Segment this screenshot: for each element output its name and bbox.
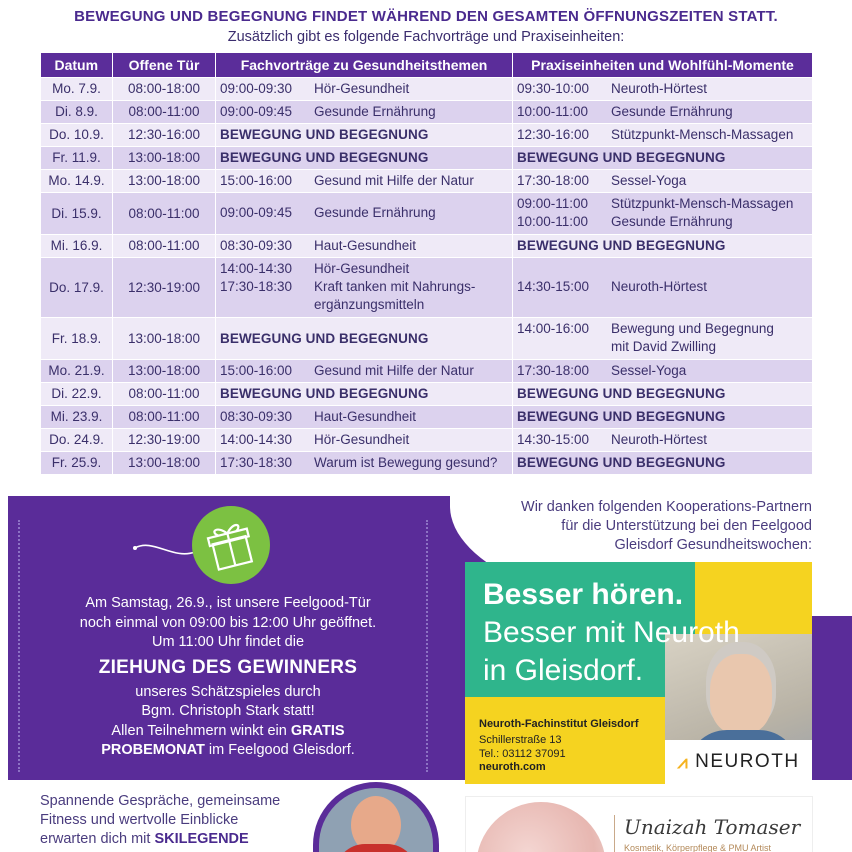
talks-entry — [220, 278, 508, 296]
cell-talks — [216, 405, 513, 428]
table-header-row — [41, 53, 813, 77]
promo-line-4: unseres Schätzspieles durch — [135, 683, 321, 700]
cell-talks — [216, 169, 513, 192]
talks-time: 17:30-18:30 — [220, 279, 293, 294]
table-row — [41, 451, 813, 474]
talks-title: Hör-Gesundheit — [314, 431, 410, 447]
practice-title: mit David Zwilling — [611, 339, 717, 354]
table-row — [41, 428, 813, 451]
practice-title: Neuroth-Hörtest — [611, 80, 708, 96]
practice-title: Gesunde Ernährung — [611, 103, 733, 119]
practice-entry — [517, 362, 808, 380]
table-row — [41, 192, 813, 234]
ad-headline-1: Besser hören. — [483, 578, 684, 611]
table-row — [41, 146, 813, 169]
talks-title: ergänzungsmitteln — [314, 297, 425, 312]
talks-title: Kraft tanken mit Nahrungs- — [314, 279, 476, 294]
talks-entry — [220, 431, 508, 449]
tomaser-divider — [614, 815, 615, 852]
schedule-table — [40, 53, 813, 475]
tomaser-ad[interactable] — [466, 797, 812, 852]
cell-open-hours: 13:00-18:00 — [113, 451, 216, 474]
talks-time: 09:00-09:30 — [220, 80, 293, 96]
practice-entry — [517, 103, 808, 121]
cell-practice: BEWEGUNG UND BEGEGNUNG — [513, 146, 813, 169]
cell-talks: BEWEGUNG UND BEGEGNUNG — [216, 123, 513, 146]
practice-entry — [517, 126, 808, 144]
skilegende-line-3 — [40, 830, 280, 849]
talks-entry — [220, 103, 508, 121]
promo-line-2: noch einmal von 09:00 bis 12:00 Uhr geöffnet. — [79, 614, 377, 631]
cell-practice — [513, 257, 813, 317]
talks-entry — [220, 204, 508, 222]
practice-entry — [517, 195, 808, 213]
cell-practice — [513, 192, 813, 234]
practice-time: 09:00-11:00 — [517, 196, 589, 211]
cell-practice — [513, 317, 813, 359]
cell-date: Mo. 21.9. — [41, 359, 113, 382]
talks-title: Warum ist Bewegung gesund? — [314, 454, 498, 470]
cell-talks: BEWEGUNG UND BEGEGNUNG — [216, 382, 513, 405]
talks-entry — [220, 408, 508, 426]
promo-line-1: Am Samstag, 26.9., ist unsere Feelgood-Tür — [85, 595, 371, 611]
cell-practice — [513, 428, 813, 451]
cell-talks — [216, 192, 513, 234]
cell-talks — [216, 451, 513, 474]
cell-open-hours: 13:00-18:00 — [113, 359, 216, 382]
column-header-date: Datum — [41, 53, 113, 77]
cell-practice — [513, 359, 813, 382]
cell-date: Fr. 18.9. — [41, 317, 113, 359]
cell-practice — [513, 123, 813, 146]
partner-thanks — [432, 498, 812, 555]
talks-entry — [220, 296, 508, 314]
cell-date: Mo. 14.9. — [41, 169, 113, 192]
cell-date: Do. 10.9. — [41, 123, 113, 146]
skilegende-text — [40, 792, 280, 849]
cell-open-hours: 08:00-18:00 — [113, 77, 216, 100]
practice-time: 09:30-10:00 — [517, 80, 590, 96]
ad-website-link[interactable]: neuroth.com — [479, 761, 546, 773]
neuroth-logo-text: NEUROTH — [695, 751, 800, 772]
table-row — [41, 123, 813, 146]
cell-practice: BEWEGUNG UND BEGEGNUNG — [513, 382, 813, 405]
table-row — [41, 100, 813, 123]
cell-open-hours: 08:00-11:00 — [113, 192, 216, 234]
talks-title: Gesunde Ernährung — [314, 103, 436, 119]
promo-line-7 — [30, 741, 426, 761]
cell-practice: BEWEGUNG UND BEGEGNUNG — [513, 405, 813, 428]
practice-time: 14:00-16:00 — [517, 321, 590, 336]
talks-title: Gesunde Ernährung — [314, 205, 436, 220]
talks-entry — [220, 172, 508, 190]
table-body — [41, 77, 813, 474]
talks-entry — [220, 454, 508, 472]
skilegende-line-1: Spannende Gespräche, gemeinsame — [40, 793, 281, 809]
thanks-line-3: Gleisdorf Gesundheitswochen: — [614, 537, 812, 553]
cell-open-hours: 08:00-11:00 — [113, 100, 216, 123]
cell-practice — [513, 100, 813, 123]
practice-title: Gesunde Ernährung — [611, 214, 733, 229]
cell-open-hours: 12:30-19:00 — [113, 428, 216, 451]
cell-talks — [216, 77, 513, 100]
talks-time: 17:30-18:30 — [220, 454, 293, 470]
cell-date: Mi. 16.9. — [41, 234, 113, 257]
promo-line-6 — [30, 722, 426, 742]
cell-open-hours: 08:00-11:00 — [113, 234, 216, 257]
cell-date: Mo. 7.9. — [41, 77, 113, 100]
cell-date: Di. 15.9. — [41, 192, 113, 234]
practice-time: 14:30-15:00 — [517, 431, 590, 447]
cell-date: Do. 24.9. — [41, 428, 113, 451]
talks-time: 15:00-16:00 — [220, 362, 293, 378]
practice-entry — [517, 172, 808, 190]
talks-time: 14:00-14:30 — [220, 431, 293, 447]
ad-person-face — [710, 654, 772, 734]
cell-open-hours: 12:30-16:00 — [113, 123, 216, 146]
tomaser-logo-circle — [476, 802, 606, 852]
table-row — [41, 169, 813, 192]
talks-title: Hör-Gesundheit — [314, 261, 410, 276]
thanks-line-2: für die Unterstützung bei den Feelgood — [561, 518, 812, 534]
cell-talks — [216, 257, 513, 317]
practice-title: Sessel-Yoga — [611, 362, 687, 378]
cell-open-hours: 13:00-18:00 — [113, 169, 216, 192]
table-row — [41, 382, 813, 405]
cell-talks — [216, 234, 513, 257]
cell-talks — [216, 428, 513, 451]
neuroth-ad[interactable] — [465, 562, 812, 784]
table-row — [41, 234, 813, 257]
cell-open-hours: 08:00-11:00 — [113, 382, 216, 405]
talks-entry — [220, 237, 508, 255]
promo-text — [30, 594, 426, 761]
promo-line-3: Um 11:00 Uhr findet die — [151, 634, 305, 650]
talks-title: Gesund mit Hilfe der Natur — [314, 172, 474, 188]
promo-line-5: Bgm. Christoph Stark statt! — [141, 703, 315, 719]
cell-date: Di. 22.9. — [41, 382, 113, 405]
ad-street: Schillerstraße 13 — [479, 734, 562, 746]
ad-institute: Neuroth-Fachinstitut Gleisdorf — [479, 718, 639, 730]
table-row — [41, 359, 813, 382]
practice-time: 12:30-16:00 — [517, 126, 590, 142]
cell-date: Mi. 23.9. — [41, 405, 113, 428]
practice-entry — [517, 338, 808, 356]
talks-title: Hör-Gesundheit — [314, 80, 410, 96]
thanks-line-1: Wir danken folgenden Kooperations-Partnern — [521, 499, 812, 515]
cell-talks — [216, 100, 513, 123]
talks-entry — [220, 260, 508, 278]
cell-date: Di. 8.9. — [41, 100, 113, 123]
talks-time: 09:00-09:45 — [220, 205, 293, 220]
cell-practice — [513, 77, 813, 100]
talks-title: Gesund mit Hilfe der Natur — [314, 362, 474, 378]
practice-time: 14:30-15:00 — [517, 279, 590, 294]
table-row — [41, 317, 813, 359]
page-subtitle: Zusätzlich gibt es folgende Fachvorträge und Praxiseinheiten: — [227, 29, 625, 45]
ad-phone: Tel.: 03112 37091 — [479, 748, 566, 760]
talks-time: 09:00-09:45 — [220, 103, 293, 119]
talks-time: 08:30-09:30 — [220, 237, 293, 253]
tomaser-subtitle: Kosmetik, Körperpflege & PMU Artist — [624, 843, 772, 852]
practice-entry — [517, 431, 808, 449]
practice-time: 10:00-11:00 — [517, 214, 589, 229]
cell-talks — [216, 359, 513, 382]
talks-entry — [220, 362, 508, 380]
promo-headline: ZIEHUNG DES GEWINNERS — [98, 656, 358, 678]
practice-title: Neuroth-Hörtest — [611, 431, 708, 447]
practice-title: Sessel-Yoga — [611, 172, 687, 188]
table-row — [41, 405, 813, 428]
tomaser-name: Unaizah Tomaser — [624, 815, 801, 839]
ad-address — [479, 733, 566, 761]
column-header-open: Offene Tür — [113, 53, 216, 77]
practice-time — [517, 338, 611, 356]
cell-practice — [513, 169, 813, 192]
practice-entry — [517, 213, 808, 231]
talks-entry — [220, 80, 508, 98]
cell-open-hours: 12:30-19:00 — [113, 257, 216, 317]
ad-headline-3: in Gleisdorf. — [483, 654, 644, 687]
talks-title: Haut-Gesundheit — [314, 237, 417, 253]
cell-date: Do. 17.9. — [41, 257, 113, 317]
practice-title: Bewegung und Begegnung — [611, 321, 774, 336]
cell-practice: BEWEGUNG UND BEGEGNUNG — [513, 234, 813, 257]
talks-time: 14:00-14:30 — [220, 261, 293, 276]
talks-time: 15:00-16:00 — [220, 172, 293, 188]
talks-time — [220, 296, 314, 314]
skilegende-name: SKILEGENDE — [154, 831, 249, 847]
talks-time: 08:30-09:30 — [220, 408, 293, 424]
promo-probemonat: PROBEMONAT — [101, 742, 205, 758]
practice-entry — [517, 278, 808, 296]
skilegende-line-2: Fitness und wertvolle Einblicke — [40, 812, 239, 828]
neuroth-logo-icon: ⩘ — [677, 751, 690, 772]
column-header-practice: Praxiseinheiten und Wohlfühl-Momente — [513, 53, 813, 77]
cell-date: Fr. 25.9. — [41, 451, 113, 474]
practice-time: 10:00-11:00 — [517, 103, 589, 119]
column-header-talks: Fachvorträge zu Gesundheitsthemen — [216, 53, 513, 77]
practice-time: 17:30-18:00 — [517, 362, 590, 378]
gift-icon — [192, 506, 270, 584]
ad-headline-2: Besser mit Neuroth — [483, 616, 740, 649]
practice-title: Neuroth-Hörtest — [611, 279, 708, 294]
practice-time: 17:30-18:00 — [517, 172, 590, 188]
cell-talks: BEWEGUNG UND BEGEGNUNG — [216, 317, 513, 359]
cell-open-hours: 13:00-18:00 — [113, 146, 216, 169]
table-row — [41, 77, 813, 100]
table-row — [41, 257, 813, 317]
promo-gratis: GRATIS — [290, 722, 345, 739]
practice-title: Stützpunkt-Mensch-Massagen — [611, 126, 794, 142]
promo-line-7-text: im Feelgood Gleisdorf. — [204, 742, 355, 758]
practice-entry — [517, 80, 808, 98]
skilegende-line-3-text: erwarten dich mit — [40, 831, 155, 847]
cell-open-hours: 08:00-11:00 — [113, 405, 216, 428]
page-title: BEWEGUNG UND BEGEGNUNG FINDET WÄHREND DEN GESAMTEN ÖFFNUNGSZEITEN STATT. — [74, 8, 778, 25]
promo-line-6-text: Allen Teilnehmern winkt ein — [111, 722, 291, 739]
cell-talks: BEWEGUNG UND BEGEGNUNG — [216, 146, 513, 169]
talks-title: Haut-Gesundheit — [314, 408, 417, 424]
practice-entry — [517, 320, 808, 338]
cell-date: Fr. 11.9. — [41, 146, 113, 169]
neuroth-logo — [665, 740, 812, 784]
practice-title: Stützpunkt-Mensch-Massagen — [611, 196, 794, 211]
cell-open-hours: 13:00-18:00 — [113, 317, 216, 359]
cell-practice: BEWEGUNG UND BEGEGNUNG — [513, 451, 813, 474]
